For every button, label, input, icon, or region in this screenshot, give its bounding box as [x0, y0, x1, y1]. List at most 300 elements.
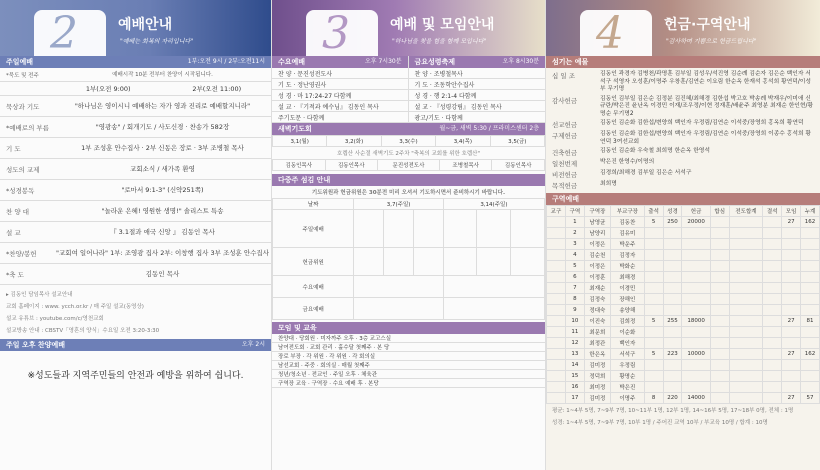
- cell-value: 255: [663, 316, 682, 327]
- sunday-time: 1부:오전 9시 / 2부:오전11시: [187, 58, 265, 65]
- cell-value: [682, 294, 710, 305]
- prelude-label: *묵도 및 전주: [6, 72, 39, 79]
- cell-value: [729, 228, 763, 239]
- wed-fri-section: [272, 56, 545, 123]
- cell-value: [782, 305, 801, 316]
- cell-value: [663, 371, 682, 382]
- cell-value: [782, 272, 801, 283]
- offering-label: 십 일 조: [552, 72, 575, 80]
- cell-value: [729, 327, 763, 338]
- cell-value: 김순천: [584, 250, 610, 261]
- cell-value: [682, 272, 710, 283]
- cell-value: 27: [782, 349, 801, 360]
- sunday-title: 주일예배: [6, 58, 34, 66]
- cell-group: [547, 272, 566, 283]
- fri-list: [409, 68, 546, 123]
- cell-value: 1: [565, 217, 584, 228]
- cell-value: [801, 228, 820, 239]
- dawn-leader: 김동인목사: [492, 160, 545, 171]
- order-label: 기 도: [6, 144, 21, 153]
- cell-head: 출석: [644, 206, 663, 217]
- cell-value: [644, 272, 663, 283]
- offering-names: 박은진 한영수/이명의: [600, 159, 655, 165]
- cell-value: 14000: [682, 393, 710, 404]
- order-label: 찬 양 대: [6, 207, 29, 216]
- cell-value: 박화순: [611, 261, 645, 272]
- cell-value: 5: [644, 349, 663, 360]
- cell-value: [644, 360, 663, 371]
- cell-value: [729, 294, 763, 305]
- cell-value: 정대숙: [584, 305, 610, 316]
- offering-label: 비전헌금: [552, 171, 578, 179]
- page-number: 2: [50, 8, 78, 56]
- cell-value: 162: [801, 217, 820, 228]
- cell-value: 황명순: [611, 371, 645, 382]
- cell-value: [763, 283, 782, 294]
- cell-group: [547, 305, 566, 316]
- cell-value: 16: [565, 382, 584, 393]
- offering-row: [546, 147, 820, 158]
- cell-value: 김미정: [584, 393, 610, 404]
- cell-value: 6: [565, 272, 584, 283]
- cell-value: [644, 327, 663, 338]
- page-title: 예배 및 모임안내: [390, 17, 495, 33]
- order-value: "로마서 9:1-3" (신약251쪽): [121, 186, 204, 194]
- cell-value: [644, 382, 663, 393]
- order-value: "놀라운 은혜! 영원한 생명!" 솔리스트 특송: [101, 207, 224, 215]
- cell-group: [547, 217, 566, 228]
- cell-value: 13: [565, 349, 584, 360]
- cell-value: [710, 327, 729, 338]
- cell-value: [663, 261, 682, 272]
- cell-value: 17: [565, 393, 584, 404]
- cell-value: [729, 338, 763, 349]
- cell-row: [547, 272, 820, 283]
- fri-item: 광고/기도 · 다함께: [409, 112, 546, 123]
- order-value: 『 3.1절과 애국 신앙 』 김동인 목사: [110, 228, 215, 236]
- cell-group: [547, 393, 566, 404]
- cell-value: [663, 294, 682, 305]
- order-row: [0, 138, 271, 159]
- roster-date: 3,14(주일): [443, 199, 544, 210]
- cell-group: [547, 228, 566, 239]
- cell-value: [663, 272, 682, 283]
- cell-value: [710, 338, 729, 349]
- cell-value: 김미정: [584, 360, 610, 371]
- offering-label: 선교헌금: [552, 121, 578, 129]
- cell-value: [710, 250, 729, 261]
- wed-bar: [272, 56, 408, 68]
- offering-label: 목적헌금: [552, 182, 578, 190]
- meetings-panel: [272, 0, 546, 470]
- cell-foot: 성경: 1~4부 5명, 7~9부 7명, 10부 1명 / 주어진 교역 10부 / 부교육 10명 / 합계 : 10명: [552, 420, 768, 426]
- cell-value: 최재순: [584, 283, 610, 294]
- order-label: 성도의 교제: [6, 165, 40, 174]
- cell-value: [663, 360, 682, 371]
- cell-row: [547, 261, 820, 272]
- cell-value: 김희정: [611, 316, 645, 327]
- cell-value: [782, 371, 801, 382]
- cell-value: 김유미: [611, 228, 645, 239]
- cell-value: [782, 261, 801, 272]
- cell-value: 27: [782, 217, 801, 228]
- dawn-leaders: [272, 159, 545, 171]
- meetings-header: [272, 0, 545, 56]
- cell-value: 8: [565, 294, 584, 305]
- cell-value: 박은진: [611, 382, 645, 393]
- cell-value: [729, 371, 763, 382]
- wed-title: 수요예배: [278, 58, 306, 66]
- meeting-item: 청년/청소년 · 전교인 · 주일 오후 · 체육관: [272, 370, 545, 379]
- prelude-text: 예배시작 10분 전부터 찬양이 시작됩니다.: [112, 71, 213, 78]
- cell-head: 구역장: [584, 206, 610, 217]
- offering-label: 일천번제: [552, 160, 578, 168]
- meeting-item: 남여전도회 · 교회 관리 · 홀수달 첫째주 · 본 당: [272, 343, 545, 352]
- cell-head: 성경: [663, 206, 682, 217]
- order-row: [0, 222, 271, 243]
- cell-value: [644, 305, 663, 316]
- dawn-date: 3,2(화): [327, 136, 381, 147]
- fri-item: 찬 양 · 조병철목사: [409, 68, 546, 79]
- fri-title: 금요성령축제: [414, 58, 456, 66]
- info-line: ▸ 김동인 담임목사 설교안내: [6, 292, 73, 298]
- order-label: *찬양/봉헌: [6, 249, 37, 258]
- cell-value: [729, 393, 763, 404]
- worship-header: [0, 0, 271, 56]
- order-row: [0, 243, 271, 264]
- cell-value: [763, 360, 782, 371]
- cell-value: 3: [565, 239, 584, 250]
- cell-value: [801, 371, 820, 382]
- meetings-list: [272, 334, 545, 388]
- page-subtitle: "예배는 회복의 자리입니다": [120, 38, 194, 45]
- cell-row: [547, 305, 820, 316]
- order-row: [0, 159, 271, 180]
- cell-value: [644, 294, 663, 305]
- cell-value: 20000: [682, 217, 710, 228]
- page-title: 헌금·구역안내: [664, 17, 751, 33]
- cell-value: [801, 382, 820, 393]
- cell-row: [547, 349, 820, 360]
- cell-group: [547, 261, 566, 272]
- cell-value: [782, 382, 801, 393]
- cell-value: [729, 283, 763, 294]
- dawn-note: 호렙산 사순절 새벽기도 2주차 "축복의 교회를 위한 호렙산": [337, 151, 480, 157]
- cell-value: [710, 272, 729, 283]
- offering-label: 감사헌금: [552, 96, 578, 105]
- page-subtitle: "감사하며 기쁨으로 헌금드립니다": [666, 38, 757, 45]
- cell-value: [763, 382, 782, 393]
- cell-group: [547, 239, 566, 250]
- cell-value: 27: [782, 316, 801, 327]
- cell-value: [782, 327, 801, 338]
- cell-value: 5: [565, 261, 584, 272]
- fri-bar: [409, 56, 546, 68]
- cell-value: [663, 228, 682, 239]
- cell-value: [763, 261, 782, 272]
- offering-row: [546, 169, 820, 180]
- cell-value: [729, 217, 763, 228]
- cell-value: [801, 294, 820, 305]
- meetings-bar: 모임 및 교육: [272, 322, 545, 334]
- wed-item: 기 도 · 정난영권사: [272, 79, 408, 90]
- sunday-bar: [0, 56, 271, 68]
- wed-time: 오후 7시30분: [364, 58, 402, 65]
- order-value: 교회소식 / 새가족 환영: [130, 165, 195, 173]
- offering-bar: 섬기는 예물: [546, 56, 820, 68]
- cell-value: 이순화: [611, 327, 645, 338]
- wed-item: 주기도문 · 다함께: [272, 112, 408, 123]
- offering-names: 김동인 김순화 우숙철 최희명 한순옥 한영석: [600, 148, 711, 154]
- cell-value: [729, 316, 763, 327]
- service-columns: [0, 82, 271, 96]
- cell-row: [547, 393, 820, 404]
- meeting-item: 구역장 교육 · 구역장 · 수요 예배 후 · 본당: [272, 379, 545, 388]
- cell-value: [663, 239, 682, 250]
- cell-value: [663, 382, 682, 393]
- worship-panel: [0, 0, 272, 470]
- cell-value: [782, 239, 801, 250]
- page-subtitle: "하나님을 찾을 힘을 함께 모입니다": [392, 38, 487, 45]
- cell-value: 5: [644, 217, 663, 228]
- offering-label: 건축헌금: [552, 149, 578, 157]
- cell-value: 12: [565, 338, 584, 349]
- roster-date: 3,7(주일): [354, 199, 443, 210]
- cell-value: [729, 382, 763, 393]
- cell-value: 최미정: [584, 382, 610, 393]
- cell-value: 이정훈: [584, 272, 610, 283]
- cell-head: 헌금: [682, 206, 710, 217]
- pm-title: 주일 오후 찬양예배: [6, 341, 65, 349]
- cell-value: [729, 360, 763, 371]
- order-label: *축 도: [6, 270, 24, 279]
- cell-value: [682, 305, 710, 316]
- service-roster-bar: 다중주 섬김 안내: [272, 174, 545, 186]
- cell-value: [663, 338, 682, 349]
- cell-value: [682, 338, 710, 349]
- cell-value: [710, 261, 729, 272]
- cell-value: [644, 371, 663, 382]
- cell-value: [801, 283, 820, 294]
- dawn-date: 3,3(수): [381, 136, 435, 147]
- info-line: 설교방송 안내 : CBSTV「영혼의 양식」수요일 오전 3:20-3:30: [6, 328, 160, 334]
- cell-value: [682, 327, 710, 338]
- wed-item: 성 경 · 마 17:24-27 다함께: [272, 90, 408, 101]
- cell-group: [547, 349, 566, 360]
- cell-value: 14: [565, 360, 584, 371]
- cell-value: [763, 338, 782, 349]
- cell-group: [547, 316, 566, 327]
- cell-value: [782, 294, 801, 305]
- cell-value: [682, 371, 710, 382]
- roster-note: 기도위원과 헌금위원은 30분전 미리 오셔서 기도하시면서 준비하시기 바랍니다.: [311, 190, 506, 196]
- cell-row: [547, 316, 820, 327]
- cell-value: [782, 250, 801, 261]
- offering-names: 김동인 김순화 김한섭/변양희 백인자 우정림/김연순 이석중/장영희 이종수 홍석희 황연덕 3여선교회: [600, 131, 811, 145]
- order-value: "영광송" / 회개기도 / 사도신경 · 찬송가 582장: [95, 123, 230, 131]
- cell-value: [644, 228, 663, 239]
- meeting-item: 남선교회 · 주중 · 회의실 · 매월 첫째주: [272, 361, 545, 370]
- cell-head: 부교구장: [611, 206, 645, 217]
- cell-value: [710, 349, 729, 360]
- cell-value: [710, 217, 729, 228]
- cell-value: [644, 239, 663, 250]
- cell-value: 250: [663, 217, 682, 228]
- cell-value: [663, 327, 682, 338]
- cell-value: [801, 305, 820, 316]
- order-row: [0, 180, 271, 201]
- cell-value: 220: [663, 393, 682, 404]
- cell-value: 81: [801, 316, 820, 327]
- cell-row: [547, 239, 820, 250]
- cell-value: [710, 382, 729, 393]
- cell-value: [729, 261, 763, 272]
- cell-value: [682, 228, 710, 239]
- cell-row: [547, 327, 820, 338]
- offering-row: [546, 95, 820, 120]
- cell-value: 8: [644, 393, 663, 404]
- cell-value: 최해경: [611, 272, 645, 283]
- order-row: [0, 117, 271, 138]
- cell-value: 4: [565, 250, 584, 261]
- cell-value: 10: [565, 316, 584, 327]
- roster-table: 날짜 3,7(주일) 3,14(주일) 주일예배 헌금위원 수요예배 금요예배: [272, 198, 545, 320]
- cell-value: 우정림: [611, 360, 645, 371]
- cell-value: 서석구: [611, 349, 645, 360]
- cell-head: 구역: [565, 206, 584, 217]
- cell-value: [729, 239, 763, 250]
- cell-value: [710, 228, 729, 239]
- cell-value: 남영균: [584, 217, 610, 228]
- cell-value: [710, 283, 729, 294]
- pm-bar: [0, 339, 271, 351]
- cell-head: 모임: [782, 206, 801, 217]
- cell-group: [547, 360, 566, 371]
- cell-group: [547, 382, 566, 393]
- order-value: 1부 조성훈 안수집사 · 2부 신동은 장로 · 3부 조병철 목사: [81, 144, 244, 152]
- cell-value: 7: [565, 283, 584, 294]
- cell-value: [644, 250, 663, 261]
- info-line: 교회 홈페이지 : www. ycch.or.kr / 매 주일 설교(동영상): [6, 304, 144, 310]
- cell-value: [710, 316, 729, 327]
- offering-header: [546, 0, 820, 56]
- cell-row: [547, 294, 820, 305]
- sermon-info: [0, 285, 271, 339]
- cell-head: 교구: [547, 206, 566, 217]
- cell-row: [547, 382, 820, 393]
- cell-value: [710, 371, 729, 382]
- cell-value: [710, 239, 729, 250]
- wed-item: 찬 양 · 문진성전도사: [272, 68, 408, 79]
- order-label: *성경봉독: [6, 186, 35, 195]
- cell-value: [729, 272, 763, 283]
- cell-value: [710, 294, 729, 305]
- cell-group: [547, 250, 566, 261]
- cell-bar: 구역예배: [546, 193, 820, 205]
- cell-value: 한은옥: [584, 349, 610, 360]
- cell-value: [729, 349, 763, 360]
- cell-value: [682, 261, 710, 272]
- cell-value: 162: [801, 349, 820, 360]
- order-row: [0, 264, 271, 285]
- order-label: 묵상과 기도: [6, 102, 40, 111]
- cell-value: [801, 338, 820, 349]
- cell-value: [763, 217, 782, 228]
- service-col-2: 2부(오전 11:00): [192, 84, 242, 93]
- cell-value: [710, 305, 729, 316]
- cell-row: [547, 371, 820, 382]
- cell-value: 이진숙: [584, 316, 610, 327]
- offering-panel: [546, 0, 820, 470]
- cell-value: [763, 305, 782, 316]
- cell-value: 223: [663, 349, 682, 360]
- offering-row: [546, 158, 820, 169]
- cell-table: [546, 205, 820, 404]
- cell-value: 김정숙: [584, 294, 610, 305]
- cell-row: [547, 283, 820, 294]
- dawn-bar: [272, 123, 545, 135]
- offering-names: 최희명: [600, 181, 617, 187]
- cell-value: [763, 349, 782, 360]
- dawn-leader: 김동인목사: [273, 160, 326, 171]
- order-label: *예배로의 부름: [6, 123, 49, 132]
- cell-head: 결석: [763, 206, 782, 217]
- cell-value: [663, 250, 682, 261]
- cell-group: [547, 283, 566, 294]
- cell-value: [729, 305, 763, 316]
- cell-value: [644, 338, 663, 349]
- cell-row: [547, 338, 820, 349]
- cell-value: [801, 272, 820, 283]
- dawn-leader: 조병철목사: [439, 160, 492, 171]
- cell-value: [763, 327, 782, 338]
- fri-time: 오후 8시30분: [502, 58, 539, 65]
- cell-value: [763, 294, 782, 305]
- offering-label: 구제헌금: [552, 132, 578, 140]
- order-row: [0, 201, 271, 222]
- cell-value: 18000: [682, 316, 710, 327]
- cell-group: [547, 338, 566, 349]
- cell-value: 57: [801, 393, 820, 404]
- page-number: 3: [322, 8, 350, 56]
- cell-value: [682, 283, 710, 294]
- wed-service: [272, 56, 409, 123]
- dawn-date: 3,4(목): [436, 136, 490, 147]
- page-title: 예배안내: [118, 17, 173, 33]
- cell-value: 남양리: [584, 228, 610, 239]
- page-number: 4: [596, 8, 624, 56]
- dawn-leader: 김동인목사: [325, 160, 378, 171]
- dawn-table: [272, 135, 545, 147]
- cell-head: 누계: [801, 206, 820, 217]
- order-label: 설 교: [6, 228, 21, 237]
- cell-value: 이경민: [611, 283, 645, 294]
- closing-notice: ※성도들과 지역주민들의 안전과 예방을 위하여 쉽니다.: [27, 371, 244, 381]
- cell-value: 최정관: [584, 338, 610, 349]
- cell-value: 15: [565, 371, 584, 382]
- cell-value: 2: [565, 228, 584, 239]
- offering-names: 김동인 곽경자 김병천/곽명훈 김부일 김성우/석진영 김순례 김순자 김은순 백인자 서석구 석영자 오성훈/이명주 우창훈/김연순 이요림 한순옥 한재석 홍석희 황연덕/이성부 무기명: [600, 71, 811, 92]
- cell-value: 5: [644, 316, 663, 327]
- cell-value: [663, 305, 682, 316]
- cell-head: 합심: [710, 206, 729, 217]
- prelude-row: [0, 68, 271, 82]
- order-value: "하나님은 영이시니 예배하는 자가 영과 진리로 예배할지니라": [74, 102, 251, 110]
- cell-row: [547, 250, 820, 261]
- cell-group: [547, 294, 566, 305]
- cell-value: [682, 239, 710, 250]
- cell-value: [801, 360, 820, 371]
